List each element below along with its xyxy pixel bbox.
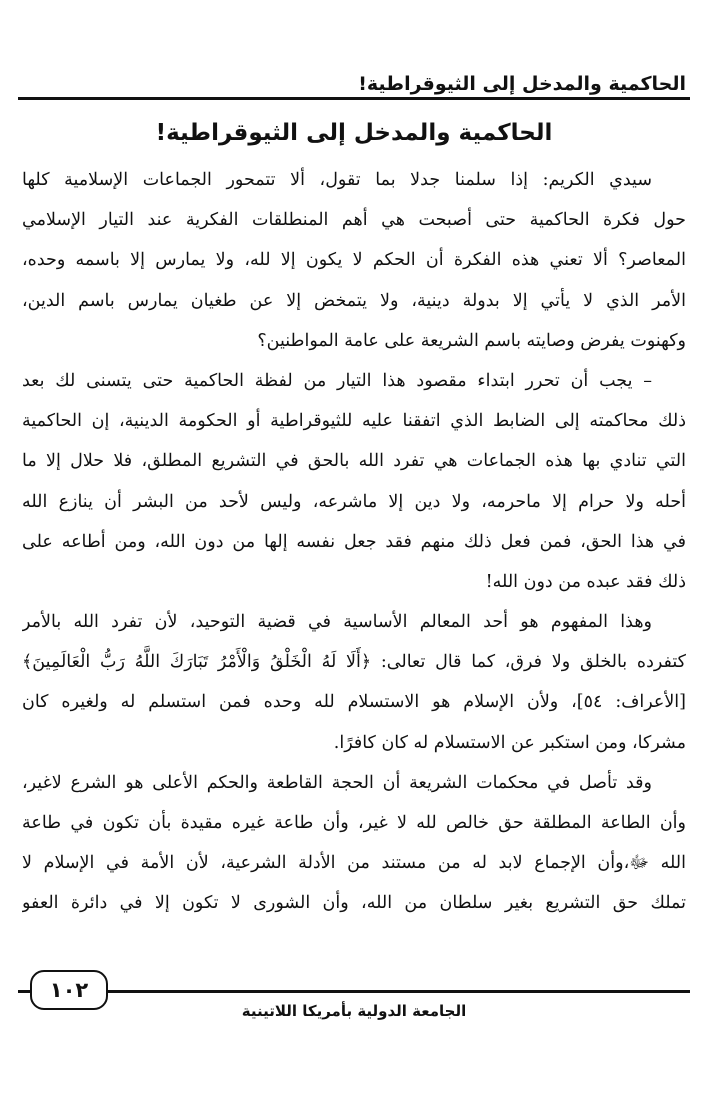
body-line: المعاصر؟ ألا تعني هذه الفكرة أن الحكم لا يكون إلا لله، ولا يمارس إلا باسمه وحده، — [22, 250, 686, 271]
body-line: حول فكرة الحاكمية حتى أصبحت هي أهم المنطلقات الفكرية عند التيار الإسلامي — [22, 210, 686, 231]
body-line: في هذا الحق، فمن فعل ذلك منهم فقد جعل نفسه إلها من دون الله، ومن أطاعه على — [22, 531, 686, 552]
body-line: كتفرده بالخلق ولا فرق، كما قال تعالى: ﴿أَلَا لَهُ الْخَلْقُ وَالْأَمْرُ تَبَارَكَ اللَّهُ رَبُّ الْعَالَمِينَ﴾ — [22, 652, 686, 673]
footer-divider — [18, 990, 690, 993]
body-line: [الأعراف: ٥٤]، ولأن الإسلام هو الاستسلام لله وحده فمن استسلم له ولغيره كان — [22, 692, 686, 713]
body-line: أحله ولا حرام إلا ماحرمه، ولا دين إلا ماشرعه، وليس لأحد من البشر أن ينازع الله — [22, 491, 686, 512]
running-header: الحاكمية والمدخل إلى الثيوقراطية! — [358, 73, 686, 95]
body-line: الله ﷻ،وأن الإجماع لابد له من مستند من الأدلة الشرعية، لأن الأمة في الإسلام لا — [22, 853, 686, 874]
body-line: مشركا، ومن استكبر عن الاستسلام له كان كافرًا. — [333, 732, 686, 753]
body-line: التي تنادي بها هذه الجماعات هي تفرد الله بالحق في التشريع المطلق، فلا حلال إلا ما — [22, 451, 686, 472]
body-line: سيدي الكريم: إذا سلمنا جدلا بما تقول، ألا تتمحور الجماعات الإسلامية كلها — [22, 170, 652, 190]
body-line: ذلك فقد عبده من دون الله! — [485, 571, 686, 592]
body-line: وأن الطاعة المطلقة حق خالص لله لا غير، وأن طاعة غيره مقيدة بأن تكون في طاعة — [22, 813, 686, 833]
body-line: ذلك محاكمته إلى الضابط الذي اتفقنا عليه للثيوقراطية أو الحكومة الدينية، إن الحاكمية — [22, 411, 686, 432]
footer-publisher: الجامعة الدولية بأمريكا اللاتينية — [241, 1002, 467, 1020]
body-line: تملك حق التشريع بغير سلطان من الله، وأن الشورى لا تكون إلا في دائرة العفو — [22, 893, 686, 914]
body-line: وكهنوت يفرض وصايته باسم الشريعة على عامة المواطنين؟ — [257, 330, 686, 351]
body-line: وهذا المفهوم هو أحد المعالم الأساسية في قضية التوحيد، لأن تفرد الله بالأمر — [22, 612, 652, 633]
body-line: الأمر الذي لا يأتي إلا بدولة دينية، ولا يتمخض إلا عن طغيان يمارس باسم الدين، — [22, 290, 686, 311]
body-text — [22, 160, 686, 924]
page-number: ١٠٢ — [30, 970, 108, 1010]
body-line: وقد تأصل في محكمات الشريعة أن الحجة القاطعة والحكم الأعلى هو الشرع لاغير، — [22, 772, 652, 793]
header-divider — [18, 97, 690, 100]
chapter-title: الحاكمية والمدخل إلى الثيوقراطية! — [155, 120, 553, 146]
body-line: – يجب أن تحرر ابتداء مقصود هذا التيار من لفظة الحاكمية حتى يتسنى لك بعد — [22, 370, 652, 391]
